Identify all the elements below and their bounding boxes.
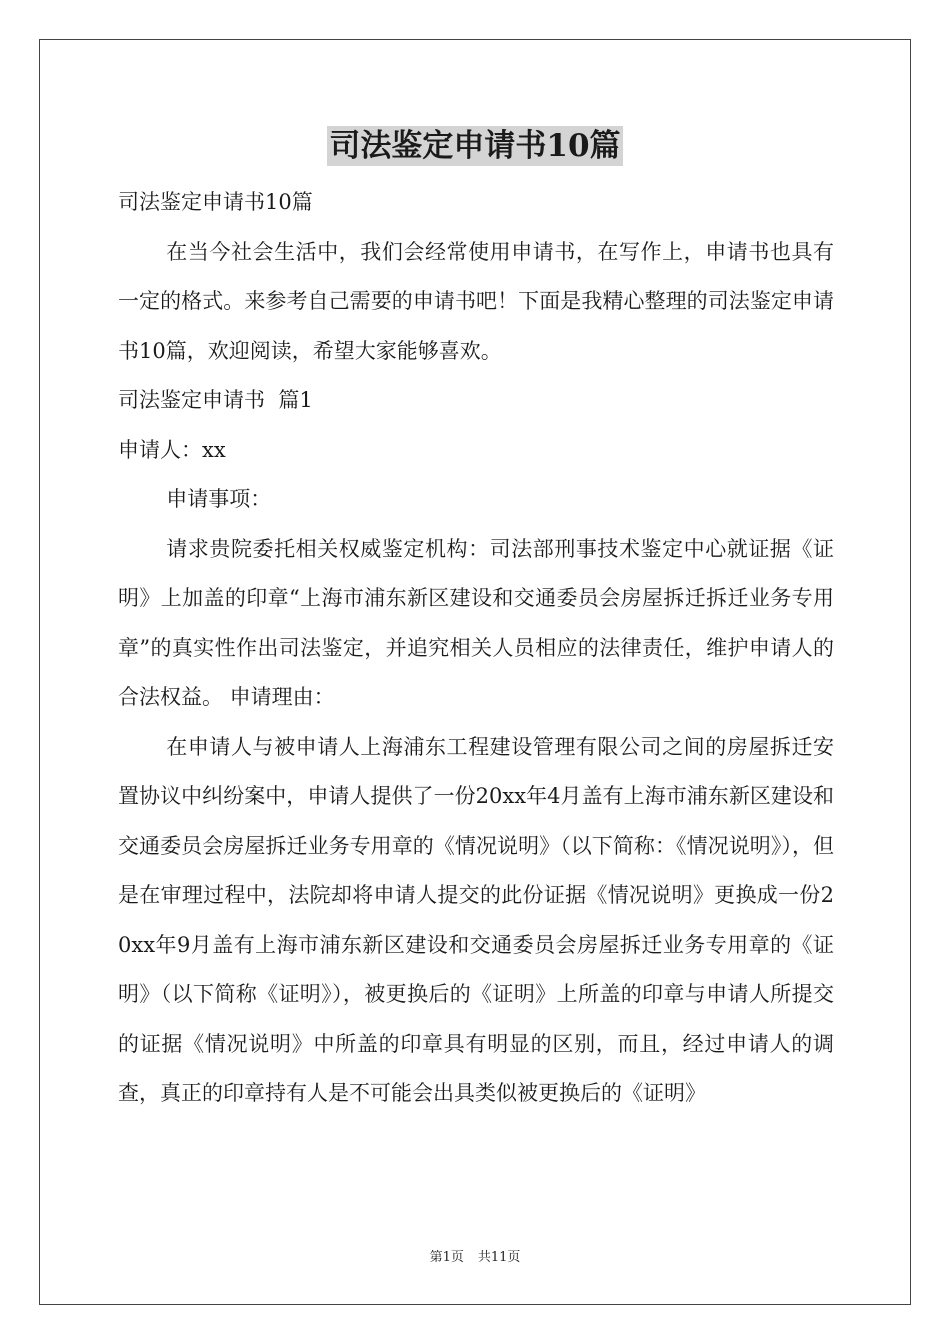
- paragraph: 申请事项：: [166, 487, 272, 511]
- paragraph: 在申请人与被申请人上海浦东工程建设管理有限公司之间的房屋拆迁安置协议中纠纷案中，申请人提供了一份20xx年4月盖有上海市浦东新区建设和交通委员会房屋拆迁业务专用章的《情况说明》（以下简称：《情况说明》），但是在审理过程中，法院却将申请人提交的此份证据《情况说明》更换成一份20xx年9月盖有上海市浦东新区建设和交通委员会房屋拆迁业务专用章的《证明》（以下简称《证明》），被更换后的《证明》上所盖的印章与申请人所提交的证据《情况说明》中所盖的印章具有明显的区别，而且，经过申请人的调查，真正的印章持有人是不可能会出具类似被更换后的《证明》: [118, 734, 834, 1105]
- document-title: 司法鉴定申请书10篇: [329, 128, 621, 164]
- paragraph: 司法鉴定申请书10篇: [118, 190, 313, 214]
- page-number: 第1页: [429, 1250, 464, 1265]
- paragraph: 申请人：xx: [118, 437, 226, 462]
- section-heading: 司法鉴定申请书 篇1: [118, 388, 313, 412]
- paragraph: 请求贵院委托相关权威鉴定机构：司法部刑事技术鉴定中心就证据《证明》上加盖的印章“上海市浦东新区建设和交通委员会房屋拆迁拆迁业务专用章”的真实性作出司法鉴定，并追究相关人员相应的法律责任，维护申请人的合法权益。 申请理由：: [118, 536, 834, 709]
- page-total: 共11页: [477, 1250, 521, 1265]
- document-body: [118, 178, 834, 1119]
- page-footer: [0, 1246, 950, 1265]
- title-container: [0, 126, 950, 166]
- paragraph: 在当今社会生活中，我们会经常使用申请书，在写作上，申请书也具有一定的格式。来参考自己需要的申请书吧！下面是我精心整理的司法鉴定申请书10篇，欢迎阅读，希望大家能够喜欢。: [118, 239, 834, 363]
